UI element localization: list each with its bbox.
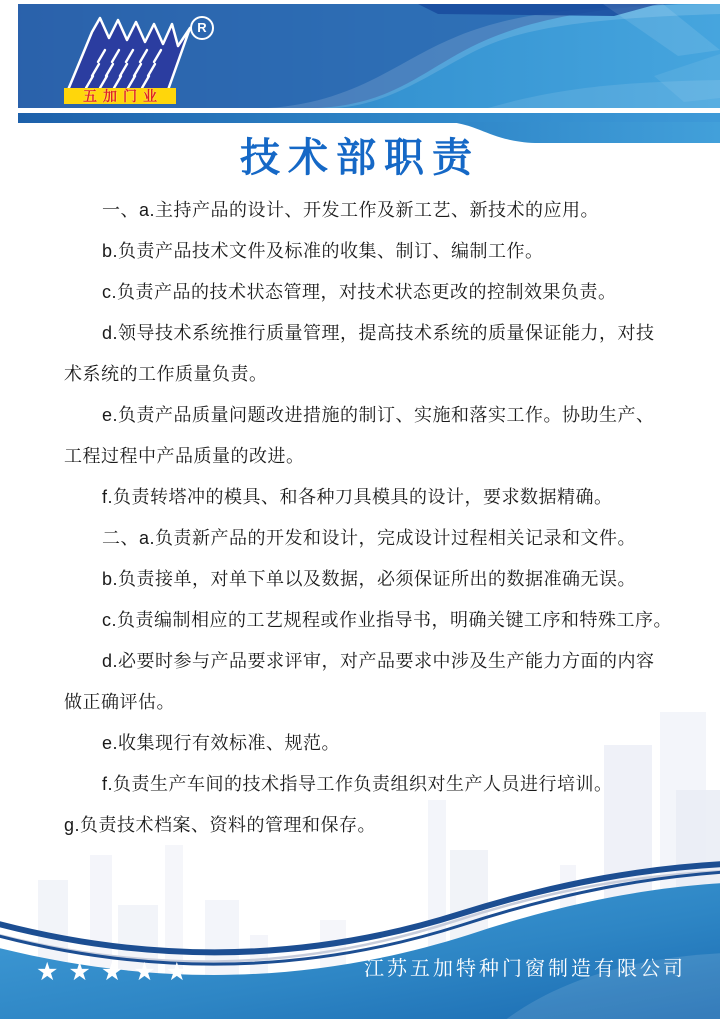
brand-name: 五加门业 bbox=[83, 88, 163, 104]
text-line: 一、a.主持产品的设计、开发工作及新工艺、新技术的应用。 bbox=[102, 200, 600, 220]
text-line: 工程过程中产品质量的改进。 bbox=[64, 446, 305, 466]
text-line: d.必要时参与产品要求评审，对产品要求中涉及生产能力方面的内容 bbox=[102, 651, 655, 671]
five-star-rating-icon: ★★★★★ bbox=[36, 958, 199, 986]
responsibilities bbox=[64, 190, 700, 846]
company-name: 江苏五加特种门窗制造有限公司 bbox=[364, 958, 686, 980]
text-line: 术系统的工作质量负责。 bbox=[64, 364, 268, 384]
text-line: b.负责产品技术文件及标准的收集、制订、编制工作。 bbox=[102, 241, 544, 261]
text-line: b.负责接单，对单下单以及数据，必须保证所出的数据准确无误。 bbox=[102, 569, 637, 589]
text-line: d.领导技术系统推行质量管理，提高技术系统的质量保证能力，对技 bbox=[102, 323, 655, 343]
text-line: c.负责编制相应的工艺规程或作业指导书，明确关键工序和特殊工序。 bbox=[102, 610, 672, 630]
footer-wave bbox=[0, 859, 720, 1019]
text-line: f.负责生产车间的技术指导工作负责组织对生产人员进行培训。 bbox=[102, 774, 613, 794]
text-line: e.收集现行有效标准、规范。 bbox=[102, 733, 341, 753]
text-line: c.负责产品的技术状态管理，对技术状态更改的控制效果负责。 bbox=[102, 282, 617, 302]
registered-trademark-icon: R bbox=[190, 16, 214, 40]
text-line: g.负责技术档案、资料的管理和保存。 bbox=[64, 815, 377, 835]
page-title: 技术部职责 bbox=[240, 136, 480, 180]
text-line: e.负责产品质量问题改进措施的制订、实施和落实工作。协助生产、 bbox=[102, 405, 655, 425]
brand-name-strip bbox=[64, 88, 176, 104]
text-line: f.负责转塔冲的模具、和各种刀具模具的设计，要求数据精确。 bbox=[102, 487, 613, 507]
text-line: 二、a.负责新产品的开发和设计，完成设计过程相关记录和文件。 bbox=[102, 528, 637, 548]
header-band bbox=[18, 4, 720, 108]
text-line: 做正确评估。 bbox=[64, 692, 175, 712]
